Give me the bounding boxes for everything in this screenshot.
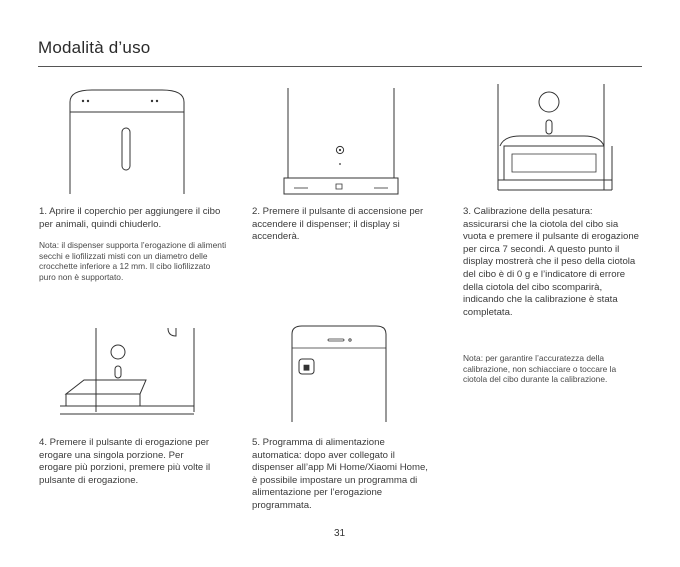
step-5-text: 5. Programma di alimentazione automatica: dopo aver collegato il dispenser all’app Mi Home/Xiaomi Home, è possibile impostare un programma di alimentazione per l’erogazione programmata. xyxy=(252,437,428,511)
step-3-note: Nota: per garantire l’accuratezza della calibrazione, non schiacciare o toccare la ciotola del cibo durante la calibrazione. xyxy=(463,353,617,385)
illustration-power-button xyxy=(282,84,400,196)
step-3-text: 3. Calibrazione della pesatura: assicurarsi che la ciotola del cibo sia vuota e premere il pulsante di erogazione per circa 7 secondi. A questo punto il display mostrerà che il peso della ciotola del cibo è di 0 g e l’indicatore di errore della ciotola del cibo scomparirà, indicando che la calibrazione è stata completata. xyxy=(463,206,639,318)
page-number: 31 xyxy=(334,528,346,539)
illustration-calibration xyxy=(494,84,624,196)
page-title: Modalità d’uso xyxy=(38,38,151,57)
illustration-smartphone-app xyxy=(290,322,390,422)
svg-text:◼: ◼ xyxy=(302,362,311,372)
step-4-text: 4. Premere il pulsante di erogazione per erogare una singola porzione. Per erogare più porzioni, premere più volte il pulsante di erogazione. xyxy=(39,437,211,486)
illustration-open-lid xyxy=(64,84,194,196)
step-1-note: Nota: il dispenser supporta l’erogazione di alimenti secchi e liofilizzati misti con un diametro delle crocchette inferiore a 12 mm. Il cibo liofilizzato puro non è supportato. xyxy=(39,240,227,282)
step-2-text: 2. Premere il pulsante di accensione per accendere il dispenser; il display si accenderà. xyxy=(252,206,424,243)
title-divider xyxy=(38,66,642,67)
step-1-text: 1. Aprire il coperchio per aggiungere il cibo per animali, quindi chiuderlo. xyxy=(39,206,221,230)
illustration-dispense xyxy=(56,322,196,420)
